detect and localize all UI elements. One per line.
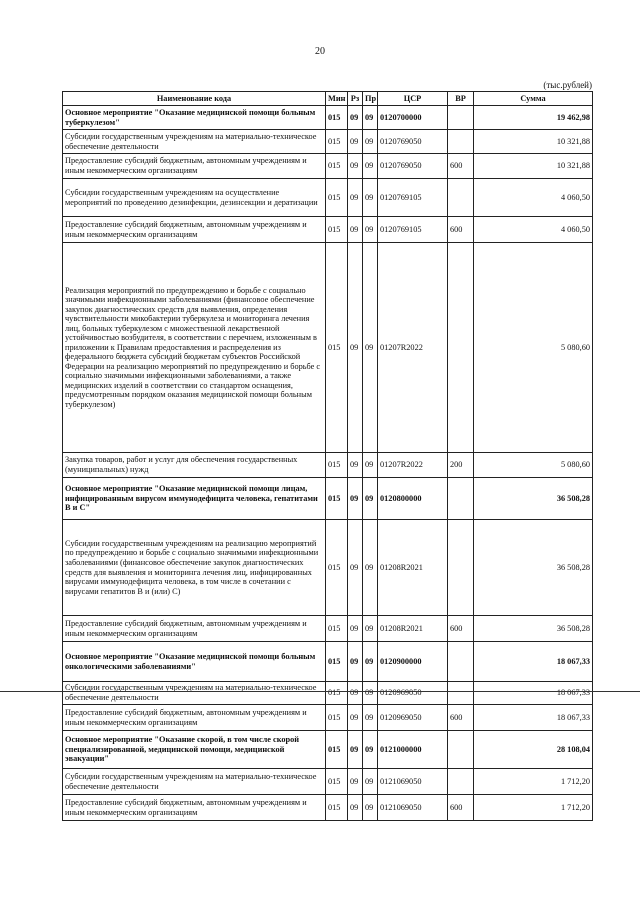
row-csr: 01208R2021 (378, 616, 448, 642)
row-rz: 09 (348, 179, 363, 217)
table-row (63, 130, 593, 154)
row-sum: 36 508,28 (474, 616, 593, 642)
row-min: 015 (326, 106, 348, 130)
row-pr: 09 (363, 243, 378, 453)
row-min: 015 (326, 795, 348, 821)
row-sum: 5 080,60 (474, 453, 593, 478)
row-pr: 09 (363, 520, 378, 616)
row-rz: 09 (348, 217, 363, 243)
table-row (63, 453, 593, 478)
row-sum: 18 067,33 (474, 642, 593, 682)
row-name: Субсидии государственным учреждениям на осуществление мероприятий по проведению дезинфекции, дезинсекции и дератизации (63, 179, 326, 217)
row-vr (448, 520, 474, 616)
row-min: 015 (326, 682, 348, 705)
row-rz: 09 (348, 795, 363, 821)
row-rz: 09 (348, 130, 363, 154)
row-rz: 09 (348, 453, 363, 478)
row-name: Субсидии государственным учреждениям на материально-техническое обеспечение деятельности (63, 769, 326, 795)
row-csr: 01207R2022 (378, 453, 448, 478)
row-min: 015 (326, 154, 348, 179)
row-csr: 0121069050 (378, 795, 448, 821)
row-min: 015 (326, 478, 348, 520)
row-rz: 09 (348, 106, 363, 130)
row-name: Основное мероприятие "Оказание скорой, в том числе скорой специализированной, медицинской помощи, медицинской эвакуации" (63, 731, 326, 769)
row-name: Субсидии государственным учреждениям на материально-техническое обеспечение деятельности (63, 130, 326, 154)
row-name: Основное мероприятие "Оказание медицинской помощи больным онкологическими заболеваниями" (63, 642, 326, 682)
header-vr: ВР (448, 92, 474, 106)
table-row (63, 520, 593, 616)
table-row (63, 217, 593, 243)
row-pr: 09 (363, 795, 378, 821)
row-rz: 09 (348, 154, 363, 179)
row-pr: 09 (363, 453, 378, 478)
row-csr: 01208R2021 (378, 520, 448, 616)
header-min: Мин (326, 92, 348, 106)
row-pr: 09 (363, 179, 378, 217)
row-sum: 28 108,04 (474, 731, 593, 769)
table-row (63, 682, 593, 705)
row-min: 015 (326, 616, 348, 642)
row-sum: 18 067,33 (474, 682, 593, 705)
row-min: 015 (326, 731, 348, 769)
table-row (63, 616, 593, 642)
row-min: 015 (326, 453, 348, 478)
budget-table (62, 91, 593, 821)
table-row (63, 642, 593, 682)
row-sum: 1 712,20 (474, 769, 593, 795)
row-vr (448, 731, 474, 769)
header-rz: Рз (348, 92, 363, 106)
row-pr: 09 (363, 154, 378, 179)
row-csr: 0120769050 (378, 154, 448, 179)
row-vr (448, 106, 474, 130)
row-csr: 0121069050 (378, 769, 448, 795)
header-pr: Пр (363, 92, 378, 106)
row-rz: 09 (348, 705, 363, 731)
row-csr: 0120769105 (378, 217, 448, 243)
row-min: 015 (326, 179, 348, 217)
row-vr: 200 (448, 453, 474, 478)
row-rz: 09 (348, 682, 363, 705)
row-vr: 600 (448, 795, 474, 821)
table-row (63, 795, 593, 821)
row-rz: 09 (348, 520, 363, 616)
row-csr: 01207R2022 (378, 243, 448, 453)
row-vr: 600 (448, 705, 474, 731)
row-sum: 36 508,28 (474, 478, 593, 520)
row-pr: 09 (363, 478, 378, 520)
table-row (63, 705, 593, 731)
row-min: 015 (326, 243, 348, 453)
row-name: Предоставление субсидий бюджетным, автономным учреждениям и иным некоммерческим организациям (63, 795, 326, 821)
row-sum: 10 321,88 (474, 154, 593, 179)
row-pr: 09 (363, 682, 378, 705)
header-csr: ЦСР (378, 92, 448, 106)
row-min: 015 (326, 769, 348, 795)
row-sum: 5 080,60 (474, 243, 593, 453)
row-vr (448, 179, 474, 217)
table-row (63, 769, 593, 795)
row-rz: 09 (348, 478, 363, 520)
row-sum: 19 462,98 (474, 106, 593, 130)
row-pr: 09 (363, 106, 378, 130)
row-name: Предоставление субсидий бюджетным, автономным учреждениям и иным некоммерческим организациям (63, 616, 326, 642)
table-header-row (63, 92, 593, 106)
row-sum: 36 508,28 (474, 520, 593, 616)
scan-edge-line (0, 691, 640, 692)
row-csr: 0120769050 (378, 130, 448, 154)
row-csr: 0120800000 (378, 478, 448, 520)
row-vr (448, 243, 474, 453)
row-sum: 18 067,33 (474, 705, 593, 731)
row-vr (448, 769, 474, 795)
row-rz: 09 (348, 243, 363, 453)
table-row (63, 154, 593, 179)
table-row (63, 179, 593, 217)
header-name: Наименование кода (63, 92, 326, 106)
row-min: 015 (326, 217, 348, 243)
table-row (63, 243, 593, 453)
row-vr: 600 (448, 616, 474, 642)
row-name: Предоставление субсидий бюджетным, автономным учреждениям и иным некоммерческим организациям (63, 217, 326, 243)
row-pr: 09 (363, 731, 378, 769)
units-label: (тыс.рублей) (543, 80, 592, 90)
row-sum: 1 712,20 (474, 795, 593, 821)
table-row (63, 478, 593, 520)
row-name: Предоставление субсидий бюджетным, автономным учреждениям и иным некоммерческим организациям (63, 705, 326, 731)
row-pr: 09 (363, 769, 378, 795)
row-csr: 0120900000 (378, 642, 448, 682)
row-name: Предоставление субсидий бюджетным, автономным учреждениям и иным некоммерческим организациям (63, 154, 326, 179)
row-name: Реализация мероприятий по предупреждению и борьбе с социально значимыми инфекционными заболеваниями (финансовое обеспечение закупок диагностических средств для выявления, определения чувствительности микобактерии туберкулеза и мониторинга лечения лиц, больных туберкулезом с множественной лекарственной устойчивостью возбудителя, в соответствии с перечнем, изложенным в приложении к Правилам предоставления и распределения из федерального бюджета субсидий бюджетам субъектов Российской Федерации на реализацию мероприятий по предупреждению и борьбе с социально значимыми инфекционными заболеваниями, а также медицинских изделий в соответствии со стандартом оснащения, предусмотренным порядком оказания медицинской помощи больным туберкулезом) (63, 243, 326, 453)
row-name: Закупка товаров, работ и услуг для обеспечения государственных (муниципальных) нужд (63, 453, 326, 478)
row-csr: 0120700000 (378, 106, 448, 130)
row-pr: 09 (363, 217, 378, 243)
row-vr (448, 682, 474, 705)
row-name: Субсидии государственным учреждениям на реализацию мероприятий по предупреждению и борьбе с социально значимыми инфекционными заболеваниями (финансовое обеспечение закупок диагностических средств для выявления и мониторинга лечения лиц, инфицированных вирусами иммунодефицита человека, в том числе в сочетании с вирусами гепатитов В и (или) С) (63, 520, 326, 616)
row-min: 015 (326, 705, 348, 731)
row-csr: 0120969050 (378, 705, 448, 731)
row-rz: 09 (348, 616, 363, 642)
row-name: Основное мероприятие "Оказание медицинской помощи больным туберкулезом" (63, 106, 326, 130)
row-csr: 0121000000 (378, 731, 448, 769)
row-pr: 09 (363, 705, 378, 731)
row-name: Основное мероприятие "Оказание медицинской помощи лицам, инфицированным вирусом иммунодефицита человека, гепатитами В и С" (63, 478, 326, 520)
header-sum: Сумма (474, 92, 593, 106)
row-sum: 4 060,50 (474, 179, 593, 217)
row-csr: 0120969050 (378, 682, 448, 705)
row-rz: 09 (348, 731, 363, 769)
row-min: 015 (326, 520, 348, 616)
row-min: 015 (326, 130, 348, 154)
table-row (63, 731, 593, 769)
row-vr (448, 130, 474, 154)
row-name: Субсидии государственным учреждениям на материально-техническое обеспечение деятельности (63, 682, 326, 705)
page-number: 20 (315, 46, 325, 57)
row-rz: 09 (348, 769, 363, 795)
row-vr: 600 (448, 217, 474, 243)
row-vr: 600 (448, 154, 474, 179)
row-pr: 09 (363, 642, 378, 682)
row-rz: 09 (348, 642, 363, 682)
row-csr: 0120769105 (378, 179, 448, 217)
row-min: 015 (326, 642, 348, 682)
table-row (63, 106, 593, 130)
row-pr: 09 (363, 616, 378, 642)
row-sum: 10 321,88 (474, 130, 593, 154)
row-sum: 4 060,50 (474, 217, 593, 243)
row-pr: 09 (363, 130, 378, 154)
row-vr (448, 478, 474, 520)
row-vr (448, 642, 474, 682)
